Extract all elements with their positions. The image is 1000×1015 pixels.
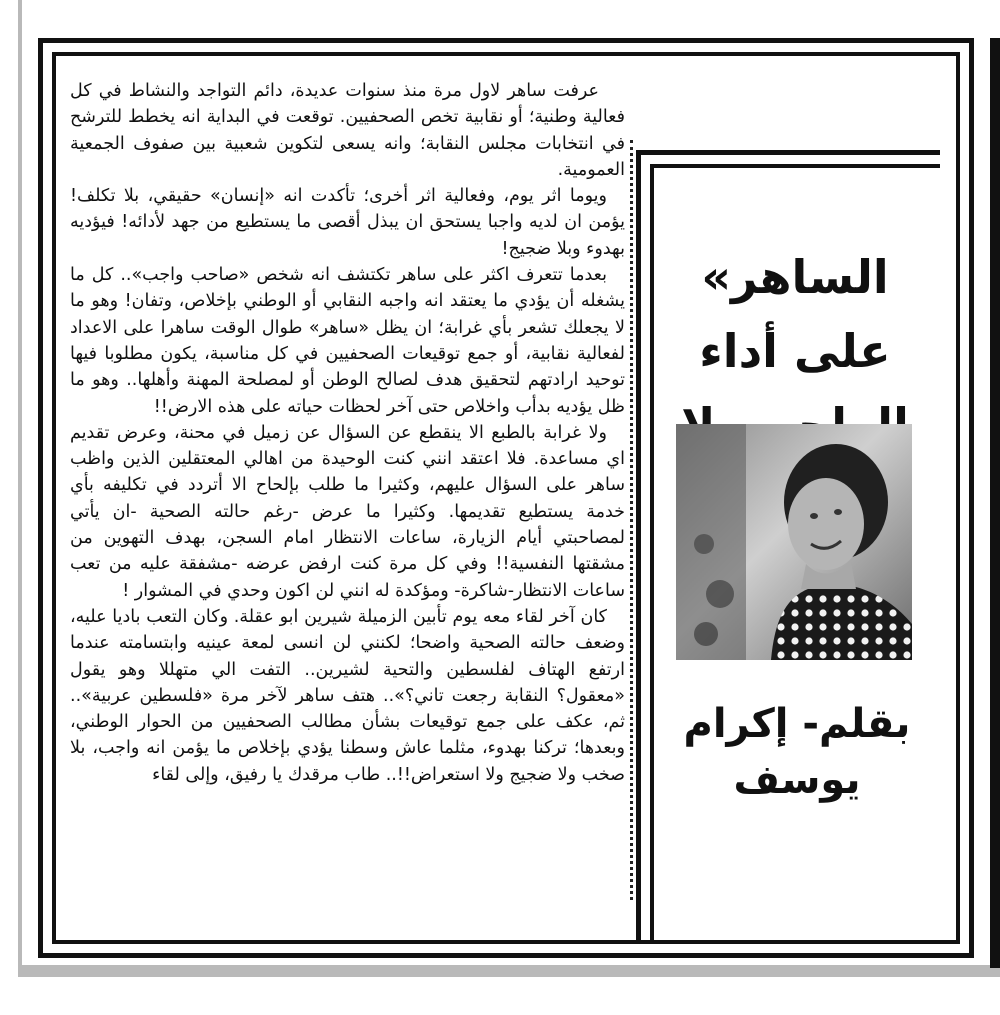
byline: بقلم- إكرام يوسف — [683, 701, 911, 803]
left-page-edge — [18, 0, 22, 977]
article-paragraph-3: بعدما تتعرف اكثر على ساهر تكتشف انه شخص «صاحب واجب».. كل ما يشغله أن يؤدي ما يعتقد انه واجبه النقابي أو الوطني بإخلاص، وتفان! وهو ما لا يجعلك تشعر بأي غرابة؛ ان يظل «ساهر» طوال الوقت ساهرا على الاعداد لفعالية نقابية، أو جمع توقيعات الصحفيين في كل مناسبة، يكون مطلوبا فيها توحيد ارادتهم لتحقيق هدف لصالح الوطن أو لمصلحة المهنة وأهلها.. وهو ما ظل يؤديه بدأب واخلاص حتى آخر لحظات حياته على هذه الارض!! — [70, 265, 625, 417]
article-paragraph-5: كان آخر لقاء معه يوم تأبين الزميلة شيرين ابو عقلة. وكان التعب باديا عليه، وضعف حالته الصحية واضحا؛ لكنني لن انسى لمعة عينيه وابتسامته عندما ارتفع الهتاف لفلسطين والتحية لشيرين.. التفت الي متهللا وهو يقول «معقول؟ النقابة رجعت تاني؟».. هتف ساهر لآخر مرة «فلسطين عربية».. ثم، عكف على جمع توقيعات بشأن مطالب الصحفيين من الحوار الوطني، وبعدها؛ تركنا بهدوء، مثلما عاش وسطنا يؤدي بإخلاص ما يؤمن انه واجب، بلا صخب ولا ضجيج ولا استعراض!!.. طاب مرقدك يا رفيق، وإلى لقاء — [70, 606, 625, 785]
right-column-rule — [990, 38, 1000, 968]
article-paragraph-4: ولا غرابة بالطبع الا ينقطع عن السؤال عن زميل في محنة، وعرض تقديم اي مساعدة. فلا اعتقد انني كنت الوحيدة من اهالي المعتقلين الذين واظب ساهر على السؤال عليهم، وكثيرا ما طلب بإلحاح الا أتردد في تكليفه بأي خدمة يستطيع تقديمها. وكثيرا ما عرض -رغم حالته الصحية -ان يأتي لمصاحبتي أيام الزيارة، ساعات الانتظار امام السجن، بهدف التهوين من مشقتها النفسية!! وفي كل مرة كنت ارفض عرضه -مشفقة عليه من تعب ساعات الانتظار-شاكرة- ومؤكدة له انني لن اكون وحدي في المشوار ! — [70, 422, 625, 601]
article-body — [70, 78, 625, 908]
bottom-page-band — [18, 965, 1000, 977]
author-photo — [676, 424, 912, 660]
article-paragraph-1: عرفت ساهر لاول مرة منذ سنوات عديدة، دائم التواجد والنشاط في كل فعالية وطنية؛ أو نقابية تخص الصحفيين. توقعت في البداية انه يخطط للترشح في انتخابات مجلس النقابة؛ وانه يسعى لتكوين شعبية بين صفوف الجمعية العمومية. — [70, 81, 625, 180]
portrait-photo-icon — [676, 424, 912, 660]
article-paragraph-2: ويوما اثر يوم، وفعالية اثر أخرى؛ تأكدت انه «إنسان» حقيقي، بلا تكلف! يؤمن ان لديه واجبا يستحق ان يبذل أقصى ما يستطيع من جهد لأدائه! فيؤديه بهدوء وبلا ضجيج! — [70, 186, 625, 259]
headline-line-1: الساهر» على أداء — [699, 250, 891, 378]
column-divider — [630, 140, 633, 900]
